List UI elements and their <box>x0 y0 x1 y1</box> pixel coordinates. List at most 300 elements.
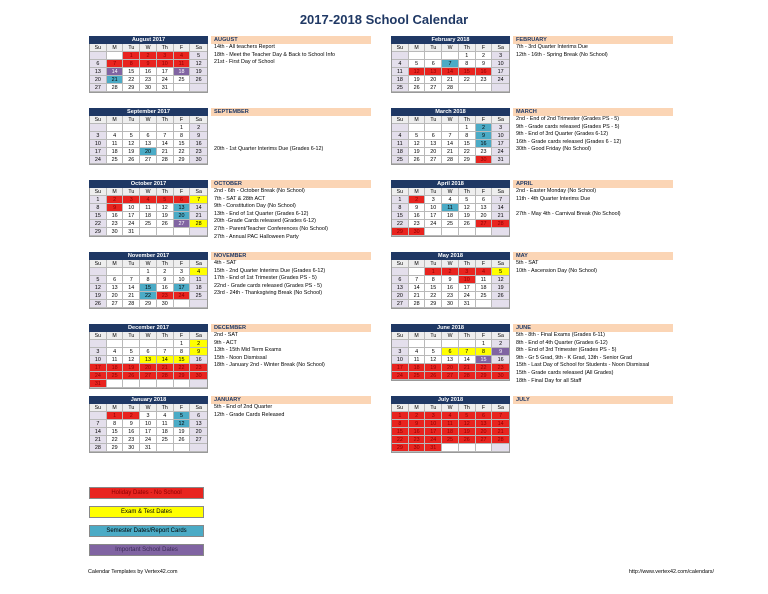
day-cell: 9 <box>190 348 207 356</box>
day-cell: 1 <box>425 268 442 276</box>
day-cell: 29 <box>459 156 476 164</box>
day-cell <box>90 52 107 60</box>
weekday-label: Sa <box>190 404 207 412</box>
week-row <box>392 356 509 364</box>
day-cell: 2 <box>140 52 157 60</box>
day-cell: 8 <box>140 276 157 284</box>
day-cell: 14 <box>492 420 509 428</box>
day-cell: 14 <box>90 428 107 436</box>
day-cell: 25 <box>392 84 409 92</box>
note-line: 16th - Grade cards released (Grades 6 - 12) <box>516 138 622 145</box>
week-row <box>392 212 509 220</box>
weekday-label: F <box>476 188 493 196</box>
month-calendar <box>391 108 510 165</box>
day-cell: 7 <box>442 132 459 140</box>
week-row <box>90 276 207 284</box>
month-notes <box>211 252 371 298</box>
weekday-label: Th <box>459 188 476 196</box>
day-cell: 13 <box>476 420 493 428</box>
day-cell: 30 <box>157 300 174 308</box>
day-cell: 17 <box>425 212 442 220</box>
notes-header: JUNE <box>513 324 673 332</box>
day-cell: 4 <box>157 412 174 420</box>
day-cell: 29 <box>425 300 442 308</box>
day-cell: 15 <box>476 356 493 364</box>
weekday-label: W <box>442 116 459 124</box>
day-cell <box>425 228 442 236</box>
day-cell: 6 <box>140 348 157 356</box>
day-cell <box>140 124 157 132</box>
day-cell: 4 <box>392 132 409 140</box>
day-cell <box>174 300 191 308</box>
day-cell: 18 <box>442 212 459 220</box>
day-cell: 18 <box>107 364 124 372</box>
day-cell: 29 <box>123 84 140 92</box>
day-cell: 22 <box>459 76 476 84</box>
day-cell: 5 <box>157 196 174 204</box>
month-notes <box>211 180 371 241</box>
day-cell: 18 <box>190 284 207 292</box>
weekday-label: Th <box>157 116 174 124</box>
day-cell: 20 <box>425 76 442 84</box>
weekday-label: M <box>409 404 426 412</box>
week-row <box>392 268 509 276</box>
day-cell: 4 <box>190 268 207 276</box>
day-cell: 12 <box>90 284 107 292</box>
day-cell: 22 <box>90 220 107 228</box>
week-row <box>90 52 207 60</box>
weekday-row <box>392 404 509 412</box>
day-cell: 28 <box>492 220 509 228</box>
week-row <box>90 60 207 68</box>
week-row <box>90 84 207 92</box>
week-row <box>392 228 509 236</box>
day-cell: 19 <box>190 68 207 76</box>
week-row <box>392 372 509 380</box>
week-row <box>392 428 509 436</box>
day-cell <box>459 444 476 452</box>
day-cell: 3 <box>174 268 191 276</box>
weekday-label: Sa <box>492 260 509 268</box>
week-row <box>90 228 207 236</box>
day-cell: 6 <box>442 348 459 356</box>
day-cell: 16 <box>409 428 426 436</box>
weekday-label: Th <box>157 44 174 52</box>
week-row <box>392 60 509 68</box>
day-cell: 24 <box>140 436 157 444</box>
day-cell <box>492 444 509 452</box>
week-row <box>90 132 207 140</box>
day-cell: 24 <box>492 76 509 84</box>
week-row <box>90 292 207 300</box>
day-cell: 28 <box>409 300 426 308</box>
day-cell <box>492 300 509 308</box>
day-cell <box>123 340 140 348</box>
day-cell <box>190 84 207 92</box>
note-line: 2nd - End of 2nd Trimester (Grades PS - 5) <box>516 116 620 122</box>
day-cell <box>392 52 409 60</box>
note-line: 5th - 8th - Final Exams (Grades 6-11) <box>516 332 605 338</box>
week-row <box>90 340 207 348</box>
day-cell: 1 <box>476 340 493 348</box>
day-cell: 26 <box>90 300 107 308</box>
month-title: November 2017 <box>89 252 208 260</box>
day-cell: 30 <box>442 300 459 308</box>
day-cell: 10 <box>157 60 174 68</box>
day-cell: 5 <box>123 348 140 356</box>
weekday-row <box>90 404 207 412</box>
day-cell: 6 <box>425 60 442 68</box>
day-cell: 5 <box>459 196 476 204</box>
weekday-label: Su <box>90 260 107 268</box>
weekday-label: F <box>476 116 493 124</box>
day-cell: 27 <box>476 436 493 444</box>
day-cell <box>190 300 207 308</box>
day-cell: 5 <box>190 52 207 60</box>
day-cell: 11 <box>442 204 459 212</box>
day-cell: 8 <box>107 420 124 428</box>
month-grid <box>89 332 208 389</box>
week-row <box>392 220 509 228</box>
day-cell: 26 <box>123 372 140 380</box>
weekday-row <box>392 44 509 52</box>
weekday-label: W <box>442 404 459 412</box>
day-cell: 21 <box>492 428 509 436</box>
day-cell: 25 <box>409 372 426 380</box>
note-line: 12th - 16th - Spring Break (No School) <box>516 51 608 58</box>
day-cell: 21 <box>442 76 459 84</box>
day-cell: 3 <box>90 132 107 140</box>
day-cell: 31 <box>123 228 140 236</box>
day-cell: 10 <box>140 420 157 428</box>
day-cell: 16 <box>140 68 157 76</box>
day-cell: 9 <box>140 60 157 68</box>
day-cell: 14 <box>442 140 459 148</box>
day-cell: 7 <box>123 276 140 284</box>
day-cell: 8 <box>174 348 191 356</box>
weekday-label: Sa <box>492 404 509 412</box>
day-cell: 14 <box>459 356 476 364</box>
day-cell: 29 <box>392 444 409 452</box>
weekday-label: M <box>107 188 124 196</box>
weekday-row <box>392 332 509 340</box>
weekday-label: Th <box>157 188 174 196</box>
day-cell <box>107 52 124 60</box>
month-title: February 2018 <box>391 36 510 44</box>
note-line: 10th - Ascension Day (No School) <box>516 267 597 274</box>
day-cell: 15 <box>174 356 191 364</box>
week-row <box>392 276 509 284</box>
weekday-label: Sa <box>190 332 207 340</box>
day-cell <box>459 84 476 92</box>
weekday-label: W <box>140 188 157 196</box>
day-cell: 11 <box>140 204 157 212</box>
day-cell: 7 <box>442 60 459 68</box>
day-cell: 21 <box>123 292 140 300</box>
note-line: 23rd - 24th - Thanksgiving Break (No School) <box>214 290 323 297</box>
day-cell: 12 <box>190 60 207 68</box>
day-cell <box>174 380 191 388</box>
day-cell <box>157 444 174 452</box>
day-cell: 28 <box>157 372 174 380</box>
day-cell: 12 <box>409 68 426 76</box>
day-cell: 20 <box>476 428 493 436</box>
day-cell: 23 <box>140 76 157 84</box>
day-cell: 16 <box>492 356 509 364</box>
day-cell: 6 <box>107 276 124 284</box>
day-cell: 11 <box>174 60 191 68</box>
day-cell: 17 <box>392 364 409 372</box>
week-row <box>90 428 207 436</box>
day-cell: 23 <box>409 220 426 228</box>
week-row <box>90 220 207 228</box>
day-cell: 24 <box>392 372 409 380</box>
day-cell: 18 <box>392 148 409 156</box>
note-line: 12th - Grade Cards Released <box>214 411 285 418</box>
day-cell: 25 <box>442 436 459 444</box>
day-cell <box>392 268 409 276</box>
weekday-label: Su <box>90 116 107 124</box>
day-cell: 17 <box>459 284 476 292</box>
day-cell <box>476 444 493 452</box>
note-line: 8th - End of 4th Quarter (Grades 6-12) <box>516 339 608 346</box>
day-cell: 13 <box>107 284 124 292</box>
day-cell: 27 <box>425 84 442 92</box>
week-row <box>90 76 207 84</box>
day-cell: 24 <box>90 372 107 380</box>
notes-header: AUGUST <box>211 36 371 44</box>
day-cell: 27 <box>392 300 409 308</box>
weekday-label: Su <box>392 404 409 412</box>
week-row <box>392 348 509 356</box>
day-cell: 20 <box>476 212 493 220</box>
day-cell: 19 <box>409 148 426 156</box>
notes-header: OCTOBER <box>211 180 371 188</box>
weekday-label: W <box>442 188 459 196</box>
day-cell: 8 <box>476 348 493 356</box>
day-cell <box>157 124 174 132</box>
day-cell: 28 <box>123 300 140 308</box>
week-row <box>90 444 207 452</box>
weekday-label: Tu <box>123 116 140 124</box>
month-calendar <box>391 180 510 237</box>
day-cell: 24 <box>90 156 107 164</box>
day-cell: 8 <box>392 204 409 212</box>
week-row <box>392 284 509 292</box>
weekday-row <box>392 260 509 268</box>
day-cell: 9 <box>476 132 493 140</box>
day-cell: 24 <box>425 220 442 228</box>
day-cell: 13 <box>190 420 207 428</box>
weekday-label: W <box>140 260 157 268</box>
day-cell: 2 <box>476 52 493 60</box>
day-cell: 12 <box>123 356 140 364</box>
day-cell: 11 <box>107 140 124 148</box>
day-cell: 11 <box>476 276 493 284</box>
day-cell: 15 <box>123 68 140 76</box>
month-grid <box>391 404 510 453</box>
note-line: 2nd - Easter Monday (No School) <box>516 188 596 194</box>
day-cell: 22 <box>392 220 409 228</box>
weekday-label: F <box>174 404 191 412</box>
day-cell: 23 <box>492 364 509 372</box>
month-title: October 2017 <box>89 180 208 188</box>
weekday-label: F <box>174 332 191 340</box>
note-line: 20th -Grade Cards released (Grades 6-12) <box>214 218 316 225</box>
note-line: 11th - 4th Quarter Interims Due <box>516 195 591 202</box>
day-cell: 7 <box>90 420 107 428</box>
month-calendar <box>89 252 208 309</box>
note-line: 5th - End of 2nd Quarter <box>214 404 273 410</box>
day-cell: 14 <box>107 68 124 76</box>
day-cell: 16 <box>476 68 493 76</box>
day-cell <box>425 52 442 60</box>
weekday-label: M <box>409 44 426 52</box>
day-cell: 10 <box>90 356 107 364</box>
week-row <box>90 372 207 380</box>
notes-header: DECEMBER <box>211 324 371 332</box>
weekday-label: Su <box>392 44 409 52</box>
day-cell: 26 <box>409 84 426 92</box>
day-cell: 14 <box>123 284 140 292</box>
day-cell <box>409 52 426 60</box>
day-cell: 21 <box>492 212 509 220</box>
day-cell: 7 <box>157 348 174 356</box>
day-cell: 15 <box>107 428 124 436</box>
day-cell: 31 <box>492 156 509 164</box>
day-cell: 2 <box>190 124 207 132</box>
week-row <box>90 348 207 356</box>
footer-right: http://www.vertex42.com/calendars/ <box>628 569 714 575</box>
day-cell <box>476 84 493 92</box>
notes-header: NOVEMBER <box>211 252 371 260</box>
weekday-label: Sa <box>190 188 207 196</box>
day-cell: 6 <box>190 412 207 420</box>
day-cell: 5 <box>90 276 107 284</box>
day-cell: 7 <box>190 196 207 204</box>
day-cell: 17 <box>425 428 442 436</box>
week-row <box>392 124 509 132</box>
day-cell: 15 <box>459 140 476 148</box>
day-cell: 30 <box>476 156 493 164</box>
weekday-label: M <box>409 332 426 340</box>
day-cell: 1 <box>90 196 107 204</box>
day-cell: 6 <box>476 196 493 204</box>
day-cell: 31 <box>425 444 442 452</box>
day-cell: 10 <box>459 276 476 284</box>
day-cell: 6 <box>174 196 191 204</box>
day-cell: 1 <box>392 412 409 420</box>
day-cell: 26 <box>190 76 207 84</box>
month-title: September 2017 <box>89 108 208 116</box>
day-cell: 2 <box>157 268 174 276</box>
day-cell: 28 <box>442 156 459 164</box>
notes-header: APRIL <box>513 180 673 188</box>
day-cell: 28 <box>90 444 107 452</box>
day-cell: 2 <box>123 412 140 420</box>
day-cell: 26 <box>492 292 509 300</box>
month-grid <box>391 44 510 93</box>
day-cell <box>107 380 124 388</box>
day-cell <box>123 268 140 276</box>
week-row <box>392 436 509 444</box>
day-cell: 7 <box>107 60 124 68</box>
day-cell <box>107 340 124 348</box>
week-row <box>392 52 509 60</box>
weekday-row <box>90 332 207 340</box>
note-line <box>211 131 371 139</box>
day-cell: 19 <box>425 364 442 372</box>
day-cell: 4 <box>442 196 459 204</box>
weekday-label: M <box>409 260 426 268</box>
week-row <box>392 444 509 452</box>
day-cell: 9 <box>190 132 207 140</box>
month-notes <box>211 108 371 154</box>
day-cell: 30 <box>409 444 426 452</box>
day-cell: 30 <box>123 444 140 452</box>
day-cell: 22 <box>174 364 191 372</box>
day-cell: 22 <box>476 364 493 372</box>
day-cell <box>492 228 509 236</box>
day-cell <box>442 52 459 60</box>
day-cell <box>409 124 426 132</box>
day-cell: 14 <box>157 356 174 364</box>
day-cell: 13 <box>425 140 442 148</box>
day-cell: 27 <box>90 84 107 92</box>
day-cell: 6 <box>476 412 493 420</box>
day-cell: 27 <box>425 156 442 164</box>
day-cell: 10 <box>492 132 509 140</box>
day-cell: 1 <box>107 412 124 420</box>
day-cell: 8 <box>123 60 140 68</box>
day-cell: 29 <box>476 372 493 380</box>
note-line: 9th - ACT <box>214 339 237 346</box>
day-cell <box>442 444 459 452</box>
weekday-label: W <box>442 332 459 340</box>
month-calendar <box>89 324 208 389</box>
weekday-label: Th <box>459 44 476 52</box>
day-cell: 16 <box>442 284 459 292</box>
week-row <box>392 68 509 76</box>
day-cell: 12 <box>174 420 191 428</box>
week-row <box>392 204 509 212</box>
day-cell: 18 <box>392 76 409 84</box>
month-calendar <box>89 108 208 165</box>
day-cell <box>174 228 191 236</box>
day-cell: 12 <box>425 356 442 364</box>
week-row <box>392 420 509 428</box>
day-cell: 8 <box>392 420 409 428</box>
day-cell: 24 <box>459 292 476 300</box>
month-title: August 2017 <box>89 36 208 44</box>
day-cell <box>140 340 157 348</box>
week-row <box>90 356 207 364</box>
weekday-label: M <box>107 44 124 52</box>
day-cell: 11 <box>157 420 174 428</box>
note-line: 18th - January 2nd - Winter Break (No School) <box>214 362 325 369</box>
weekday-label: Th <box>459 260 476 268</box>
day-cell: 27 <box>107 300 124 308</box>
day-cell: 26 <box>409 156 426 164</box>
day-cell: 3 <box>123 196 140 204</box>
day-cell: 25 <box>442 220 459 228</box>
note-line: 9th - End of 3rd Quarter (Grades 6-12) <box>516 131 608 138</box>
weekday-label: Su <box>90 188 107 196</box>
day-cell: 9 <box>409 204 426 212</box>
day-cell: 16 <box>157 284 174 292</box>
weekday-label: Tu <box>123 44 140 52</box>
week-row <box>90 420 207 428</box>
